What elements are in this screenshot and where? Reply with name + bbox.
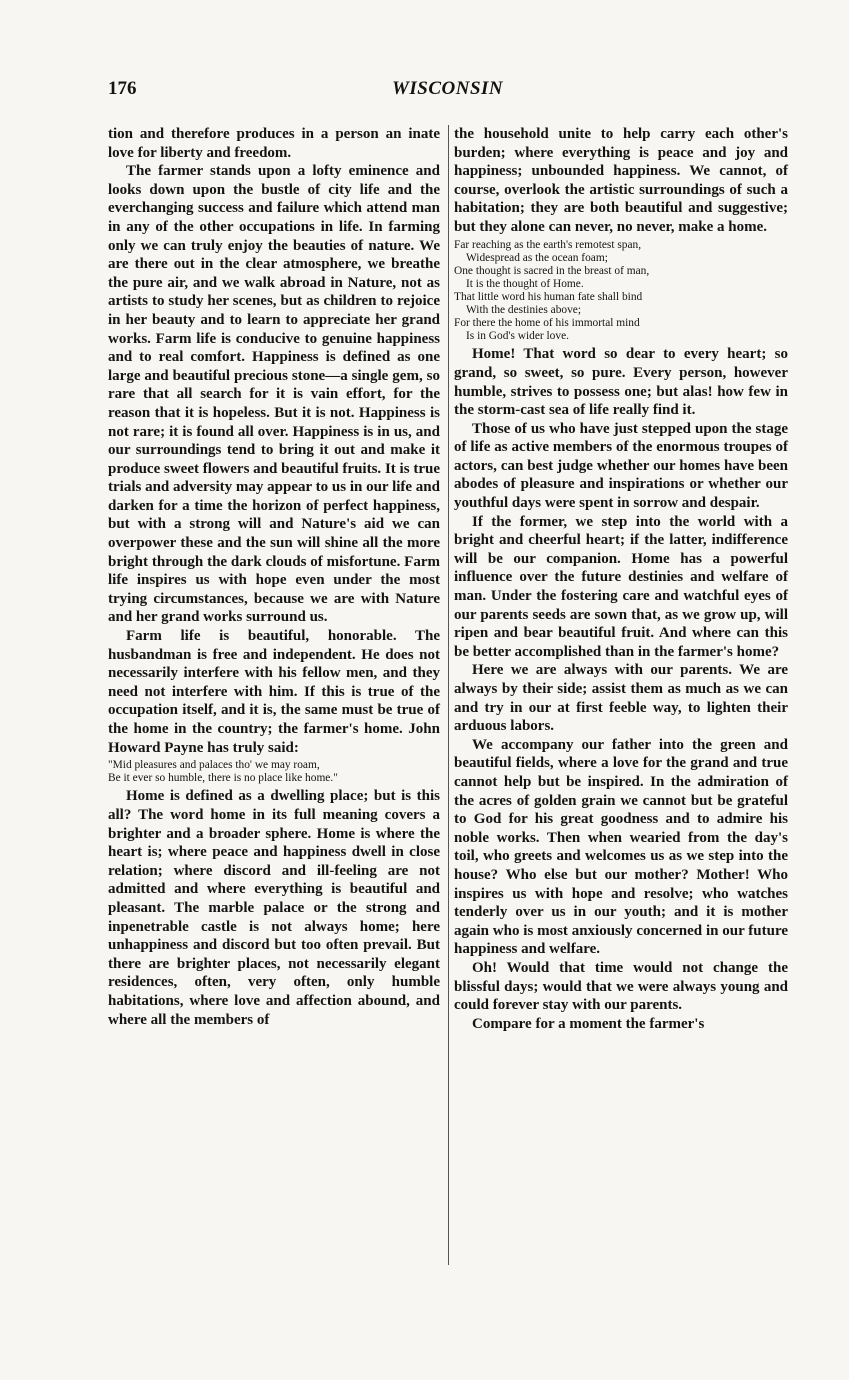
poem-line: Far reaching as the earth's remotest span, — [454, 238, 642, 251]
poem-line: One thought is sacred in the breast of man, — [454, 264, 650, 277]
poem-line: It is the thought of Home. — [466, 277, 584, 290]
paragraph: If the former, we step into the world with a bright and cheerful heart; if the latter, indifference will be our companion. Home has a powerful influence over the future destinies and welfare of man. Under the fostering care and watchful eyes of our parents seeds are sown that, as we grow up, will ripen and bear beautiful fruit. And where can this be better accomplished than in the farmer's home? — [454, 513, 788, 660]
column-divider — [448, 125, 449, 1265]
left-column — [108, 125, 440, 1029]
paragraph: Home is defined as a dwelling place; but is this all? The word home in its full meaning covers a brighter and a broader sphere. Home is where the heart is; where peace and happiness dwell in close relation; where discord and ill-feeling are not admitted and where everything is beautiful and pleasant. The marble palace or the strong and inpenetrable castle is not always home; here unhappiness and discord but too often prevail. But there are brighter places, not necessarily elegant residences, often, very often, only humble habitations, where love and affection abound, and where all the members of — [108, 788, 440, 1028]
poem-line: That little word his human fate shall bind — [454, 290, 643, 303]
paragraph: Farm life is beautiful, honorable. The husbandman is free and independent. He does not necessarily interfere with his fellow men, and they need not interfere with him. If this is true of the occupation itself, and it is, the same must be true of the home in the country; the farmer's home. John Howard Payne has truly said: — [108, 628, 440, 756]
paragraph: Here we are always with our parents. We are always by their side; assist them as much as we can and try in our at first feeble way, to lighten their arduous labors. — [454, 662, 788, 735]
paragraph: We accompany our father into the green and beautiful fields, where a love for the grand and true cannot help but be inspired. In the admiration of the acres of golden grain we cannot but be grateful to God for his great goodness and to admire his noble works. Then when wearied from the day's toil, who greets and welcomes us as we step into the house? Who else but our mother? Mother! Who inspires us with hope and resolve; who watches tenderly over us in our youth; and it is mother again who is most anxiously concerned in our future happiness and welfare. — [454, 736, 788, 958]
poem-quote — [454, 239, 788, 344]
poem-line: For there the home of his immortal mind — [454, 317, 640, 330]
poem-line: Be it ever so humble, there is no place like home." — [108, 772, 338, 785]
poem-line: "Mid pleasures and palaces tho' we may roam, — [108, 759, 320, 772]
page-header — [108, 78, 788, 102]
running-title: WISCONSIN — [392, 78, 504, 99]
paragraph: Oh! Would that time would not change the blissful days; would that we were always young and could forever stay with our parents. — [454, 959, 788, 1014]
paragraph: Compare for a moment the farmer's — [472, 1015, 705, 1032]
right-column — [454, 125, 788, 1033]
poem-line: With the destinies above; — [466, 304, 582, 317]
paragraph: tion and therefore produces in a person an inate love for liberty and freedom. — [108, 126, 440, 161]
paragraph: the household unite to help carry each other's burden; where everything is peace and joy and happiness; unbounded happiness. We cannot, of course, overlook the artistic surroundings of such a habitation; they are both beautiful and suggestive; but they alone can never, no never, make a home. — [454, 126, 788, 235]
paragraph: Home! That word so dear to every heart; so grand, so sweet, so pure. Every person, however humble, strives to possess one; but alas! how few in the storm-cast sea of life really find it. — [454, 346, 788, 419]
page-number: 176 — [108, 78, 137, 99]
poem-line: Widespread as the ocean foam; — [466, 251, 608, 264]
paragraph: Those of us who have just stepped upon the stage of life as active members of the enormous troupes of actors, can best judge whether our homes have been abodes of pleasure and inspirations or whether our youthful days were spent in sorrow and despair. — [454, 420, 788, 512]
paragraph: The farmer stands upon a lofty eminence and looks down upon the bustle of city life and the everchanging success and failure which attend man in any of the other occupations in life. In farming only we can truly enjoy the beauties of nature. We are there out in the clear atmosphere, we breathe the pure air, and we walk abroad in Nature, not as artists to study her scenes, but as children to rejoice in her beauty and to learn to appreciate her grand works. Farm life is conducive to genuine happiness and to real comfort. Happiness is defined as one large and beautiful precious stone—a single gem, so rare that all search for it is vain effort, for the reason that it is hopeless. But it is not. Happiness is not rare; it is found all over. Happiness is in us, and our surroundings tend to bring it out and make it produce sweet flowers and beautiful fruits. It is true trials and adversity may appear to us in our life and darken for a time the horizon of perfect happiness, but with a strong will and Nature's aid we can overpower these and the sun will shine all the more bright through the dark clouds of misfortune. Farm life inspires us with hope even under the most trying circumstances, because we are with Nature and her grand works surround us. — [108, 163, 440, 626]
poem-quote — [108, 759, 440, 785]
poem-line: Is in God's wider love. — [466, 330, 569, 343]
